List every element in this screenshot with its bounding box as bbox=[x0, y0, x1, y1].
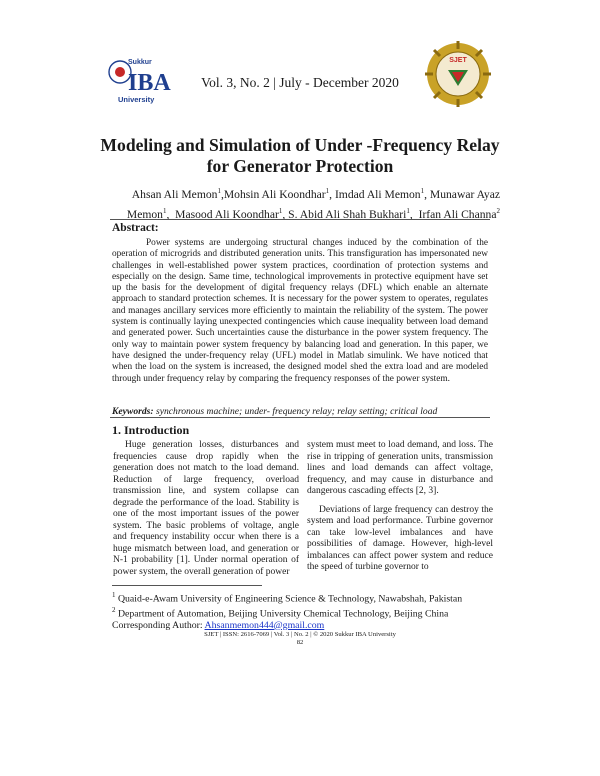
author-separator: , bbox=[282, 207, 289, 221]
paper-title bbox=[40, 135, 560, 177]
author-affiliation-mark: 1 bbox=[278, 206, 283, 215]
intro-paragraph: Deviations of large frequency can destroy the system and load performance. Turbine governor can take low-level imbalances and have possibilities of damage. However, high-level imbalances can affect power system and reduce the speed of turbine governor to bbox=[307, 504, 493, 572]
author-affiliation-mark: 1 bbox=[217, 187, 221, 195]
author-affiliation-mark: 1 bbox=[325, 187, 330, 195]
footnote-affiliation-1: $^1$ Quaid-e-Awam University of Engineering Science & Technology, Nawabshah, Pakistan bbox=[112, 591, 463, 605]
abstract-heading: Abstract: bbox=[112, 222, 159, 234]
corresponding-author: Corresponding Author: Ahsanmemon444@gmail.com bbox=[112, 619, 325, 631]
logo-bottom-text: University bbox=[118, 95, 155, 104]
page-footer bbox=[0, 631, 600, 647]
footnote-affiliation-2: $^2$ Department of Automation, Beijing University Chemical Technology, Beijing China bbox=[112, 605, 449, 620]
logo-main-text: IBA bbox=[128, 70, 171, 96]
title-line-1: Modeling and Simulation of Under -Frequency Relay bbox=[100, 135, 500, 155]
author-separator: , bbox=[424, 187, 430, 201]
author-separator: , bbox=[329, 187, 335, 201]
author-name: Ahsan Ali Memon bbox=[131, 187, 218, 201]
author-name: S. Abid Ali Shah Bukhari bbox=[288, 207, 407, 221]
keywords bbox=[112, 406, 488, 417]
title-line-2: for Generator Protection bbox=[206, 156, 394, 176]
author-name: Memon bbox=[126, 207, 163, 221]
footnotes bbox=[112, 590, 502, 631]
author-name: Imdad Ali Memon bbox=[334, 187, 421, 201]
seal-text: SJET bbox=[449, 57, 467, 64]
author-line-1 bbox=[100, 183, 500, 203]
right-column bbox=[307, 440, 493, 574]
author-name: Mohsin Ali Koondhar bbox=[223, 187, 326, 201]
page-number: 82 bbox=[296, 639, 304, 646]
sjet-seal-logo bbox=[424, 40, 492, 108]
abstract-body: Power systems are undergoing structural changes induced by the combination of the operation of microgrids and distributed generation units. This transfiguration has impersonated new challenges in well-established power system practices, coordination of protection systems and especially on the design. Same time, technological improvements in protective equipment have set up the basis for the development of digital frequency relays (DFL) which enable an alternate approach to standard protection schemes. It is necessary for the power system to operates, regulates and manages ancillary services more efficiently to maintain the reliability of the system. The power system is continually laying unexpected contingencies which cause inequality between load demand and generated power. Such uncertainties cause the disturbance in the power system frequency. The only way to maintain power system frequency by balancing load and generation. In this paper, we have designed the under-frequency relay (UFL) model in Matlab simulink. We have noticed that when the load on the system is increased, the designed model shed the extra load and are modeled through under frequency relay by comparing the frequency responses of the power system. bbox=[112, 238, 488, 384]
intro-paragraph-continued: system must meet to load demand, and loss. The rise in tripping of generation units, transmission lines and load demands can affect voltage, frequency, and may cause in disturbance and dangerous cascading effects [2, 3]. bbox=[307, 440, 493, 496]
author-name: Masood Ali Koondhar bbox=[175, 207, 279, 221]
author-separator: , bbox=[166, 207, 176, 221]
section-heading-introduction: 1. Introduction bbox=[112, 423, 190, 437]
email-link[interactable]: Ahsanmemon444@gmail.com bbox=[204, 619, 325, 631]
author-separator: , bbox=[409, 207, 419, 221]
author-separator: , bbox=[220, 187, 224, 201]
divider bbox=[110, 417, 490, 418]
keywords-text: synchronous machine; under- frequency relay; relay setting; critical load bbox=[153, 406, 438, 417]
author-affiliation-mark: 1 bbox=[420, 187, 425, 195]
author-name: Irfan Ali Channa bbox=[418, 207, 497, 221]
intro-paragraph: Huge generation losses, disturbances and frequencies cause drop rapidly when the generation does not match to the load demand. Reduction of large frequency, overload transmission line, and system collapse can degrade the performance of the load. Stability is one of the most important issues of the power system. The basic problems of voltage, angle and frequency instability occur when there is a huge mismatch between load, and generation or N-1 probability [1]. Under normal operation of power system, the overall generation of power bbox=[113, 440, 299, 577]
logo-top-text: Sukkur bbox=[128, 59, 152, 66]
left-column bbox=[113, 440, 299, 578]
divider bbox=[110, 219, 490, 220]
author-affiliation-mark: 1 bbox=[162, 206, 167, 215]
author-affiliation-mark: 1 bbox=[406, 206, 410, 215]
author-list bbox=[100, 183, 500, 223]
author-name: Munawar Ayaz bbox=[429, 187, 500, 201]
footnote-divider bbox=[112, 585, 262, 586]
volume-issue: Vol. 3, No. 2 | July - December 2020 bbox=[201, 75, 399, 90]
keywords-label: Keywords: bbox=[112, 406, 154, 417]
footer-citation: SJET | ISSN: 2616-7069 | Vol. 3 | No. 2 | © 2020 Sukkur IBA University bbox=[204, 631, 396, 638]
author-affiliation-mark: 2 bbox=[496, 206, 500, 215]
